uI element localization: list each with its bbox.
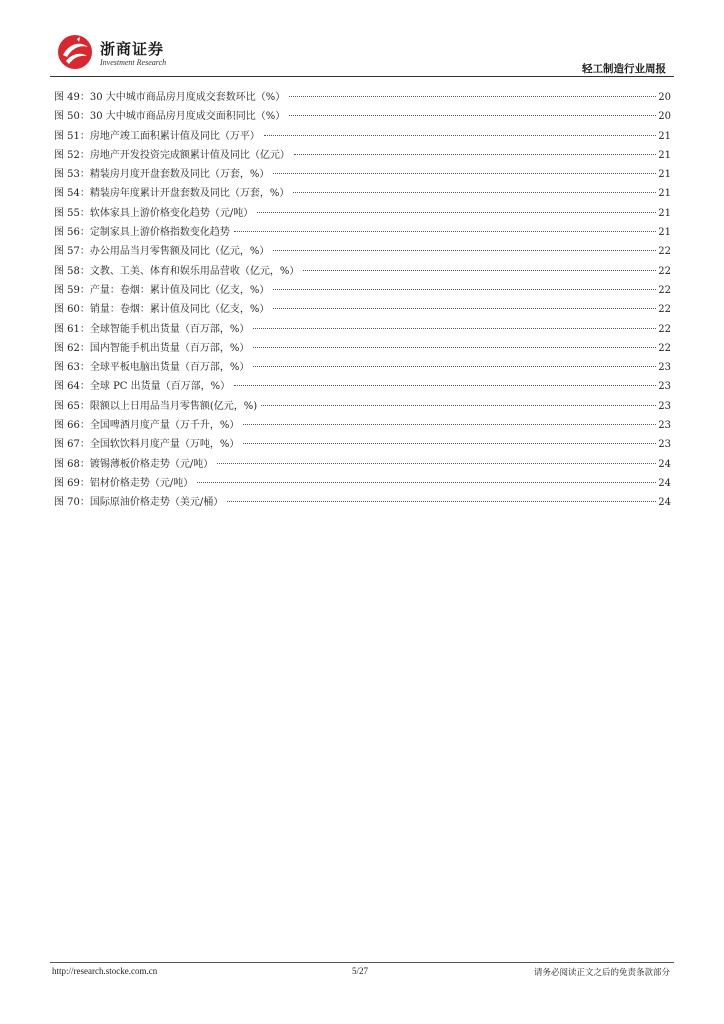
figure-list [54,88,671,513]
figure-page-number: 22 [658,284,671,296]
figure-page-number: 21 [658,188,671,200]
figure-list-item[interactable] [54,281,671,300]
figure-list-item[interactable] [54,88,671,107]
figure-page-number: 24 [658,477,671,489]
dot-leader [253,366,656,367]
figure-title: 图 67：全国软饮料月度产量（万吨，%） [54,439,240,451]
figure-page-number: 22 [658,246,671,258]
footer-disclaimer: 请务必阅读正文之后的免责条款部分 [533,968,670,978]
dot-leader [234,231,656,232]
figure-title: 图 70：国际原油价格走势（美元/桶） [54,497,224,509]
figure-list-item[interactable] [54,474,671,493]
dot-leader [273,308,656,309]
figure-page-number: 23 [658,439,671,451]
figure-title: 图 50：30 大中城市商品房月度成交面积同比（%） [54,111,286,123]
dot-leader [197,482,656,483]
dot-leader [294,154,656,155]
figure-list-item[interactable] [54,242,671,261]
brand-name: 浙商证券 [100,40,165,58]
figure-page-number: 22 [658,342,671,354]
figure-list-item[interactable] [54,397,671,416]
figure-list-item[interactable] [54,107,671,126]
dot-leader [293,192,656,193]
report-title: 轻工制造行业周报 [582,63,666,75]
dot-leader [243,424,656,425]
figure-title: 图 64：全球 PC 出货量（百万部，%） [54,381,231,393]
dot-leader [234,385,656,386]
dot-leader [217,463,656,464]
figure-page-number: 21 [658,169,671,181]
page-header [0,0,724,80]
figure-list-item[interactable] [54,358,671,377]
figure-list-item[interactable] [54,493,671,512]
dot-leader [227,501,656,502]
dot-leader [289,115,656,116]
figure-page-number: 23 [658,381,671,393]
figure-title: 图 56：定制家具上游价格指数变化趋势 [54,227,230,239]
dot-leader [264,135,656,136]
figure-page-number: 23 [658,362,671,374]
figure-title: 图 63：全球平板电脑出货量（百万部，%） [54,362,250,374]
dot-leader [273,173,656,174]
figure-list-item[interactable] [54,320,671,339]
figure-title: 图 58：文教、工美、体育和娱乐用品营收（亿元，%） [54,265,300,277]
figure-page-number: 20 [658,92,671,103]
page-number: 5/27 [352,966,369,976]
figure-list-item[interactable] [54,435,671,454]
figure-page-number: 24 [658,458,671,470]
figure-page-number: 23 [658,420,671,432]
dot-leader [273,289,656,290]
figure-title: 图 61：全球智能手机出货量（百万部，%） [54,323,250,335]
dot-leader [289,96,656,97]
dot-leader [273,250,656,251]
figure-list-item[interactable] [54,262,671,281]
figure-page-number: 22 [658,304,671,316]
figure-title: 图 57：办公用品当月零售额及同比（亿元，%） [54,246,270,258]
figure-title: 图 60：销量：卷烟：累计值及同比（亿支，%） [54,304,270,316]
figure-page-number: 21 [658,207,671,219]
figure-page-number: 22 [658,323,671,335]
figure-title: 图 62：国内智能手机出货量（百万部，%） [54,342,250,354]
figure-page-number: 21 [658,149,671,161]
dot-leader [243,443,656,444]
figure-title: 图 59：产量：卷烟：累计值及同比（亿支，%） [54,284,270,296]
footer-divider [50,962,674,963]
dot-leader [253,328,656,329]
figure-title: 图 69：铝材价格走势（元/吨） [54,477,194,489]
zheshang-logo-icon [55,33,95,71]
figure-title: 图 53：精装房月度开盘套数及同比（万套，%） [54,169,270,181]
figure-list-item[interactable] [54,146,671,165]
figure-page-number: 22 [658,265,671,277]
figure-list-item[interactable] [54,223,671,242]
figure-list-item[interactable] [54,377,671,396]
figure-title: 图 49：30 大中城市商品房月度成交套数环比（%） [54,92,286,103]
figure-list-item[interactable] [54,184,671,203]
figure-page-number: 21 [658,130,671,142]
figure-title: 图 65：限额以上日用品当月零售额(亿元，%) [54,400,258,412]
figure-page-number: 24 [658,497,671,509]
dot-leader [303,270,656,271]
figure-page-number: 21 [658,227,671,239]
header-divider [50,76,674,77]
figure-title: 图 51：房地产竣工面积累计值及同比（万平） [54,130,260,142]
figure-list-item[interactable] [54,300,671,319]
figure-title: 图 66：全国啤酒月度产量（万千升，%） [54,420,240,432]
figure-list-item[interactable] [54,455,671,474]
figure-title: 图 54：精装房年度累计开盘套数及同比（万套，%） [54,188,290,200]
dot-leader [257,212,656,213]
figure-title: 图 52：房地产开发投资完成额累计值及同比（亿元） [54,149,290,161]
figure-page-number: 23 [658,400,671,412]
figure-list-item[interactable] [54,204,671,223]
footer-url-link[interactable]: http://research.stocke.com.cn [52,966,158,976]
figure-list-item[interactable] [54,165,671,184]
figure-list-item[interactable] [54,127,671,146]
dot-leader [261,405,656,406]
brand-subtitle: Investment Research [100,58,167,67]
figure-page-number: 20 [658,111,671,123]
dot-leader [253,347,656,348]
figure-title: 图 55：软体家具上游价格变化趋势（元/吨） [54,207,254,219]
figure-list-item[interactable] [54,339,671,358]
figure-list-item[interactable] [54,416,671,435]
figure-title: 图 68：镀锡薄板价格走势（元/吨） [54,458,214,470]
